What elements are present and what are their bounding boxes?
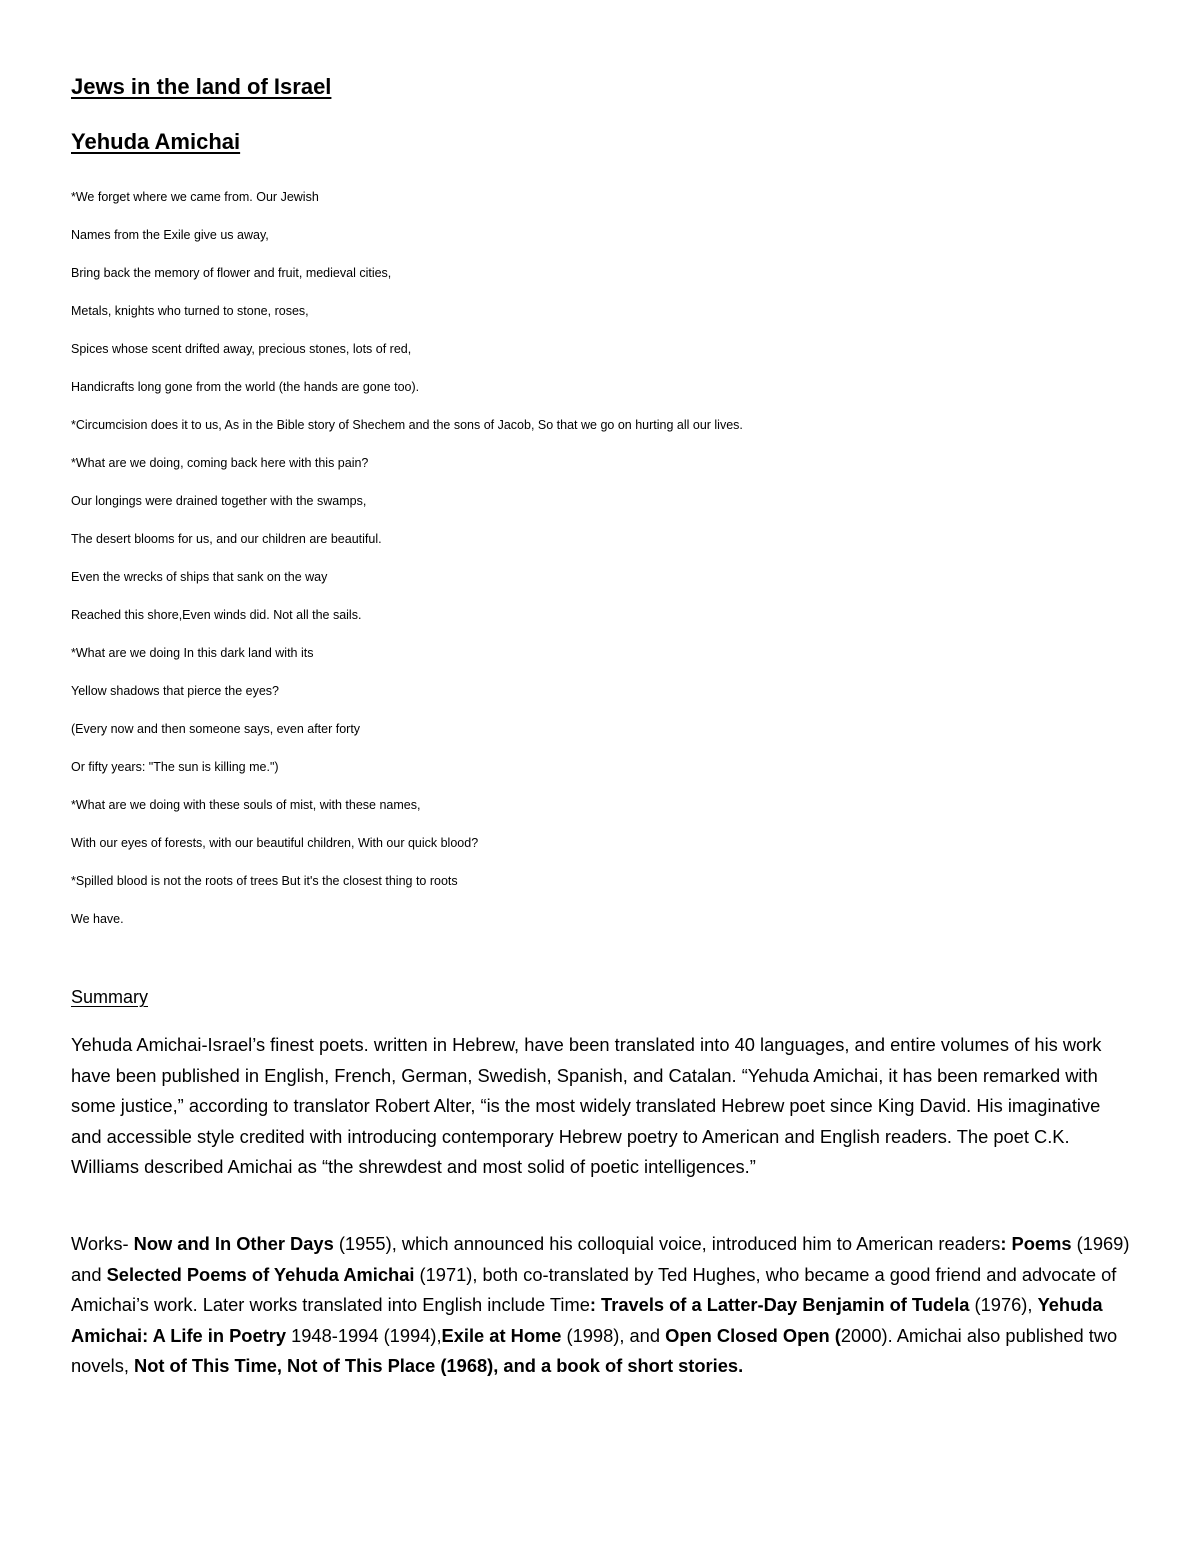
work-title: Not of This Time, Not of This Place (1968), and a book of short stories.: [134, 1355, 744, 1376]
work-title: Exile at Home: [441, 1324, 562, 1346]
works-paragraph: [71, 1229, 1133, 1382]
poem-line: Our longings were drained together with the swamps,: [71, 494, 367, 508]
works-text: 1948-1994 (1994),: [286, 1324, 442, 1346]
works-text: 2000). Amichai also published two novels,: [71, 1324, 1118, 1376]
work-title: Open Closed Open (: [665, 1324, 841, 1346]
work-title: : Travels of a Latter-Day Benjamin of Tudela: [589, 1294, 970, 1315]
poem-line: *Spilled blood is not the roots of trees But it's the closest thing to roots: [71, 874, 458, 888]
works-text: (1976),: [969, 1294, 1038, 1315]
poem-line: With our eyes of forests, with our beautiful children, With our quick blood?: [71, 836, 479, 850]
document-title: Jews in the land of Israel: [71, 74, 332, 99]
works-text: Works-: [71, 1233, 134, 1254]
work-title: Now and In Other Days: [133, 1233, 334, 1254]
poem: [71, 178, 743, 938]
poem-line: Bring back the memory of flower and fruit, medieval cities,: [71, 266, 392, 280]
poem-line: Metals, knights who turned to stone, roses,: [71, 304, 309, 318]
poem-line: *What are we doing with these souls of mist, with these names,: [71, 798, 421, 812]
poem-line: Spices whose scent drifted away, precious stones, lots of red,: [71, 342, 412, 356]
author-name: Yehuda Amichai: [71, 129, 241, 154]
poem-line: Names from the Exile give us away,: [71, 228, 269, 242]
poem-line: Even the wrecks of ships that sank on the way: [71, 570, 328, 584]
works-text: (1998), and: [561, 1324, 666, 1346]
poem-line: *We forget where we came from. Our Jewish: [71, 190, 319, 204]
poem-line: *What are we doing In this dark land with its: [71, 646, 314, 660]
work-title: Yehuda Amichai: A Life in Poetry: [71, 1294, 1103, 1346]
poem-line: We have.: [71, 912, 124, 926]
poem-line: *Circumcision does it to us, As in the Bible story of Shechem and the sons of Jacob, So that we go on hurting all our lives.: [71, 418, 743, 432]
poem-line: The desert blooms for us, and our children are beautiful.: [71, 532, 382, 546]
works-text: (1969) and: [71, 1233, 1130, 1285]
summary-heading: Summary: [71, 987, 149, 1007]
poem-line: *What are we doing, coming back here with this pain?: [71, 456, 369, 470]
work-title: : Poems: [1000, 1233, 1072, 1254]
work-title: Selected Poems of Yehuda Amichai: [106, 1263, 415, 1285]
poem-line: Handicrafts long gone from the world (the hands are gone too).: [71, 380, 420, 394]
poem-line: (Every now and then someone says, even after forty: [71, 722, 361, 736]
poem-line: Or fifty years: "The sun is killing me."): [71, 760, 279, 774]
poem-line: Reached this shore,Even winds did. Not all the sails.: [71, 608, 362, 622]
works-text: (1955), which announced his colloquial voice, introduced him to American readers: [333, 1233, 1001, 1254]
summary-paragraph: Yehuda Amichai-Israel’s finest poets. written in Hebrew, have been translated into 40 languages, and entire volumes of his work have been published in English, French, German, Swedish, Spanish, and Catalan. “Yehuda Amichai, it has been remarked with some justice,” according to translator Robert Alter, “is the most widely translated Hebrew poet since King David. His imaginative and accessible style credited with introducing contemporary Hebrew poetry to American and English readers. The poet C.K. Williams described Amichai as “the shrewdest and most solid of poetic intelligences.”: [71, 1034, 1102, 1177]
poem-line: Yellow shadows that pierce the eyes?: [71, 684, 280, 698]
works-text: (1971), both co-translated by Ted Hughes, who became a good friend and advocate of Amichai’s work. Later works translated into English include Time: [71, 1263, 1117, 1315]
